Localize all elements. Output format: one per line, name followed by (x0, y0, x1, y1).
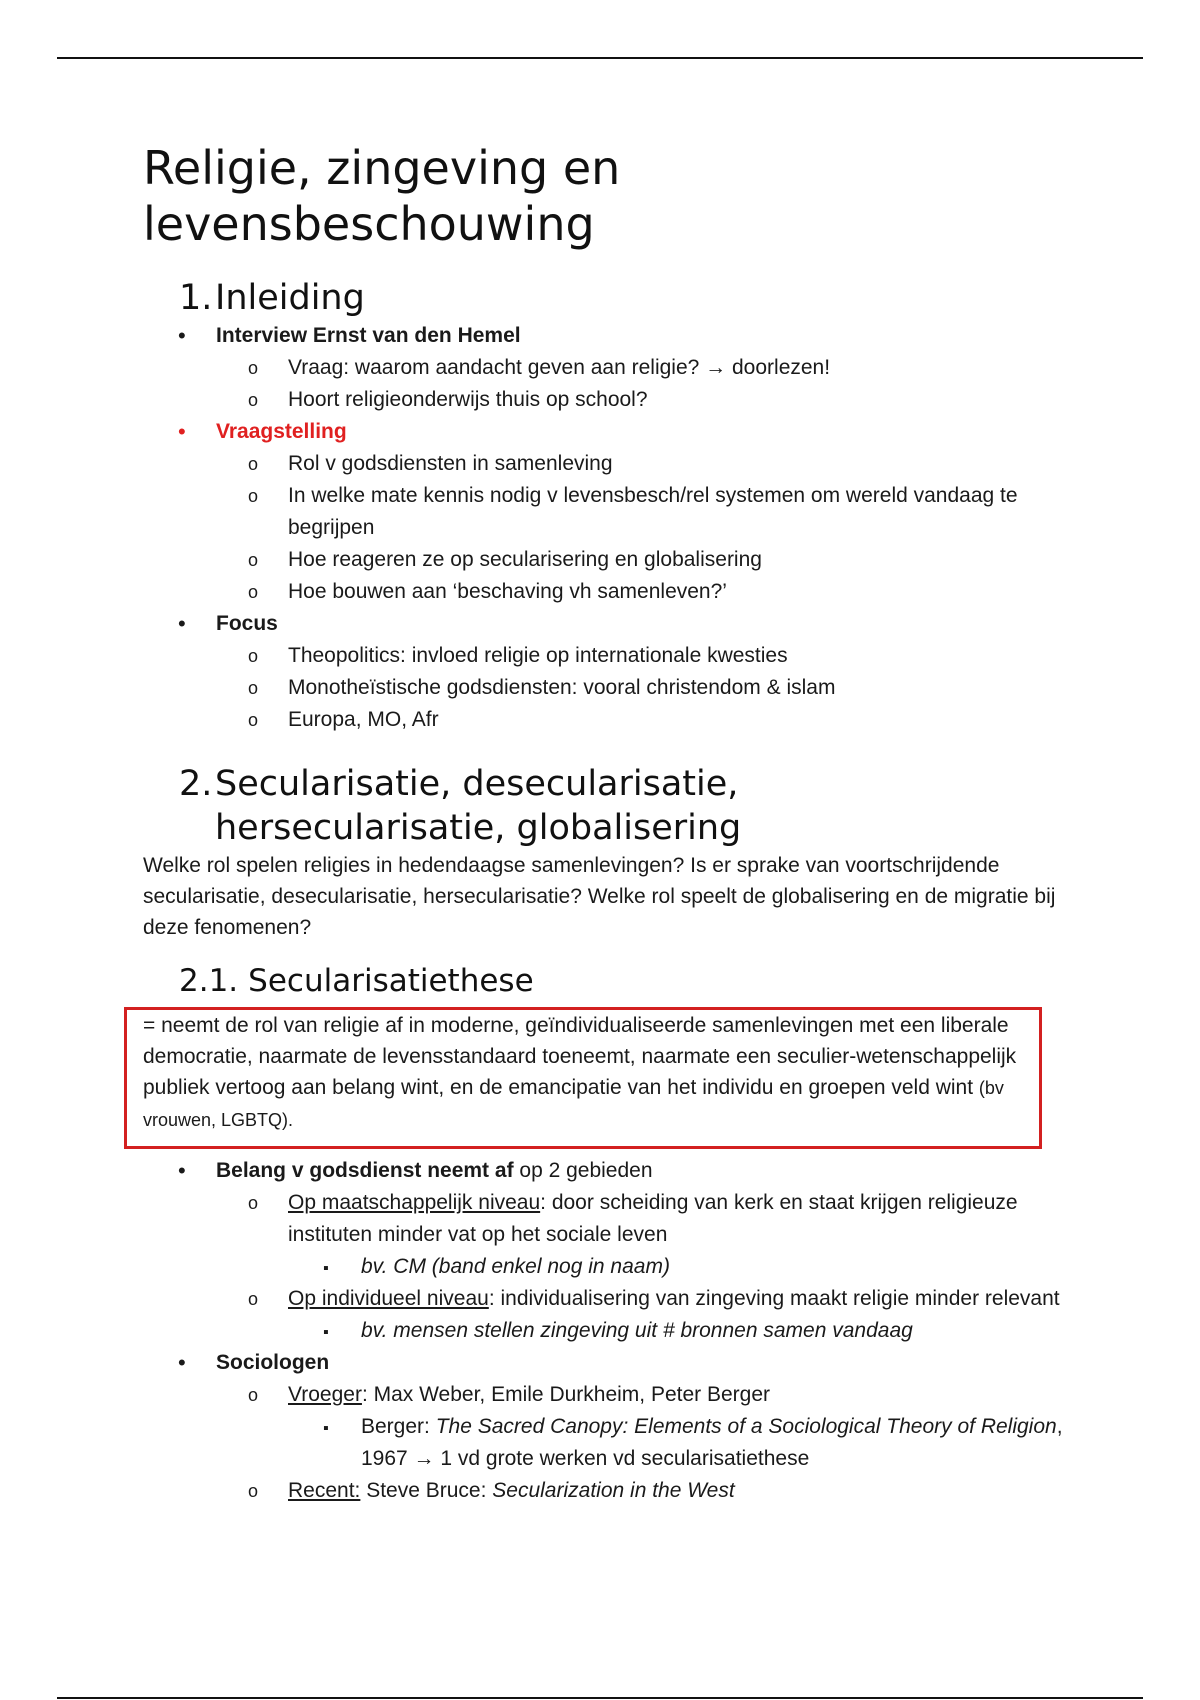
square-bullet-icon (323, 1411, 329, 1445)
heading-secularisatie: 2. Secularisatie, desecularisatie, hersecularisatie, globalisering (179, 764, 742, 848)
circle-bullet-icon (248, 640, 258, 672)
list-item: o Rol v godsdiensten in samenleving (143, 448, 1063, 480)
circle-bullet-icon (248, 448, 258, 480)
list-item: o In welke mate kennis nodig v levensbesch/rel systemen om wereld vandaag te begrijpen (143, 480, 1063, 544)
list-item: o Op individueel niveau: individualisering van zingeving maakt religie minder relevant ▪ bv. mensen stellen zingeving uit # bronnen samen vandaag (143, 1283, 1063, 1347)
bullet-icon (178, 416, 198, 449)
square-bullet-icon (323, 1251, 329, 1285)
list-item: • Vraagstelling o Rol v godsdiensten in samenleving o In welke mate kennis nodig v levensbesch/rel systemen om wereld vandaag te begrijpen o Hoe reageren ze op secularisering en globalisering o Hoe bouwen aan ‘beschaving vh samenleven?’ (143, 416, 1063, 608)
list-item: ▪ bv. CM (band enkel nog in naam) (143, 1251, 1063, 1283)
footer-rule (57, 1697, 1143, 1699)
list-item: • Sociologen o Vroeger: Max Weber, Emile Durkheim, Peter Berger ▪ Berger: The Sacred Canopy: Elements of a Sociological Theory of Religion, 1967 → 1 vd grote werken vd secularisatiethese o Recent: Steve Bruce: Secularization in the West (143, 1347, 1063, 1507)
bullet-icon (178, 1155, 198, 1188)
circle-bullet-icon (248, 1379, 258, 1411)
list-item: o Hoe reageren ze op secularisering en globalisering (143, 544, 1063, 576)
list-item: ▪ bv. mensen stellen zingeving uit # bronnen samen vandaag (143, 1315, 1063, 1347)
circle-bullet-icon (248, 672, 258, 704)
bullet-icon (178, 320, 198, 353)
list-item: o Recent: Steve Bruce: Secularization in the West (143, 1475, 1063, 1507)
circle-bullet-icon (248, 576, 258, 608)
list-item: o Europa, MO, Afr (143, 704, 1063, 736)
list-item: o Vroeger: Max Weber, Emile Durkheim, Peter Berger ▪ Berger: The Sacred Canopy: Elements of a Sociological Theory of Religion, 1967 → 1 vd grote werken vd secularisatiethese (143, 1379, 1063, 1475)
list-item: o Monotheïstische godsdiensten: vooral christendom & islam (143, 672, 1063, 704)
circle-bullet-icon (248, 1283, 258, 1315)
list-item: o Vraag: waarom aandacht geven aan religie? → doorlezen! (143, 352, 1063, 384)
circle-bullet-icon (248, 352, 258, 384)
list-item: o Theopolitics: invloed religie op internationale kwesties (143, 640, 1063, 672)
circle-bullet-icon (248, 1187, 258, 1219)
list-inleiding (143, 320, 1063, 736)
circle-bullet-icon (248, 480, 258, 512)
list-secularisatiethese (143, 1155, 1063, 1507)
list-item: • Belang v godsdienst neemt af op 2 gebieden o Op maatschappelijk niveau: door scheiding van kerk en staat krijgen religieuze instituten minder vat op het sociale leven ▪ bv. CM (band enkel nog in naam) o Op individueel niveau: individualisering van zingeving maakt religie minder relevant ▪ bv. mensen stellen zingeving uit # bronnen samen vandaag (143, 1155, 1063, 1347)
list-item: o Hoort religieonderwijs thuis op school? (143, 384, 1063, 416)
list-item: o Op maatschappelijk niveau: door scheiding van kerk en staat krijgen religieuze instituten minder vat op het sociale leven ▪ bv. CM (band enkel nog in naam) (143, 1187, 1063, 1283)
document-body (143, 140, 1063, 1507)
circle-bullet-icon (248, 544, 258, 576)
circle-bullet-icon (248, 1475, 258, 1507)
document-title: Religie, zingeving en levensbeschouwing (143, 141, 621, 251)
bullet-icon (178, 608, 198, 641)
heading-inleiding: 1. Inleiding (179, 278, 365, 318)
square-bullet-icon (323, 1315, 329, 1349)
bullet-icon (178, 1347, 198, 1380)
circle-bullet-icon (248, 384, 258, 416)
list-item: • Focus o Theopolitics: invloed religie op internationale kwesties o Monotheïstische godsdiensten: vooral christendom & islam o Europa, MO, Afr (143, 608, 1063, 736)
list-item: • Interview Ernst van den Hemel o Vraag: waarom aandacht geven aan religie? → doorlezen! o Hoort religieonderwijs thuis op school? (143, 320, 1063, 416)
header-rule (57, 57, 1143, 59)
section-intro: Welke rol spelen religies in hedendaagse samenlevingen? Is er sprake van voortschrijdende secularisatie, desecularisatie, hersecularisatie? Welke rol speelt de globalisering en de migratie bij deze fenomenen? (143, 854, 1056, 939)
circle-bullet-icon (248, 704, 258, 736)
heading-secularisatiethese: 2.1. Secularisatiethese (179, 963, 534, 999)
list-item: ▪ Berger: The Sacred Canopy: Elements of a Sociological Theory of Religion, 1967 → 1 vd grote werken vd secularisatiethese (143, 1411, 1063, 1475)
list-item: o Hoe bouwen aan ‘beschaving vh samenleven?’ (143, 576, 1063, 608)
highlighted-definition: = neemt de rol van religie af in moderne, geïndividualiseerde samenlevingen met een liberale democratie, naarmate de levensstandaard toeneemt, naarmate een seculier-wetenschappelijk publiek vertoog aan belang wint, en de emancipatie van het individu en groepen veld wint (bv vrouwen, LGBTQ). (124, 1007, 1042, 1149)
